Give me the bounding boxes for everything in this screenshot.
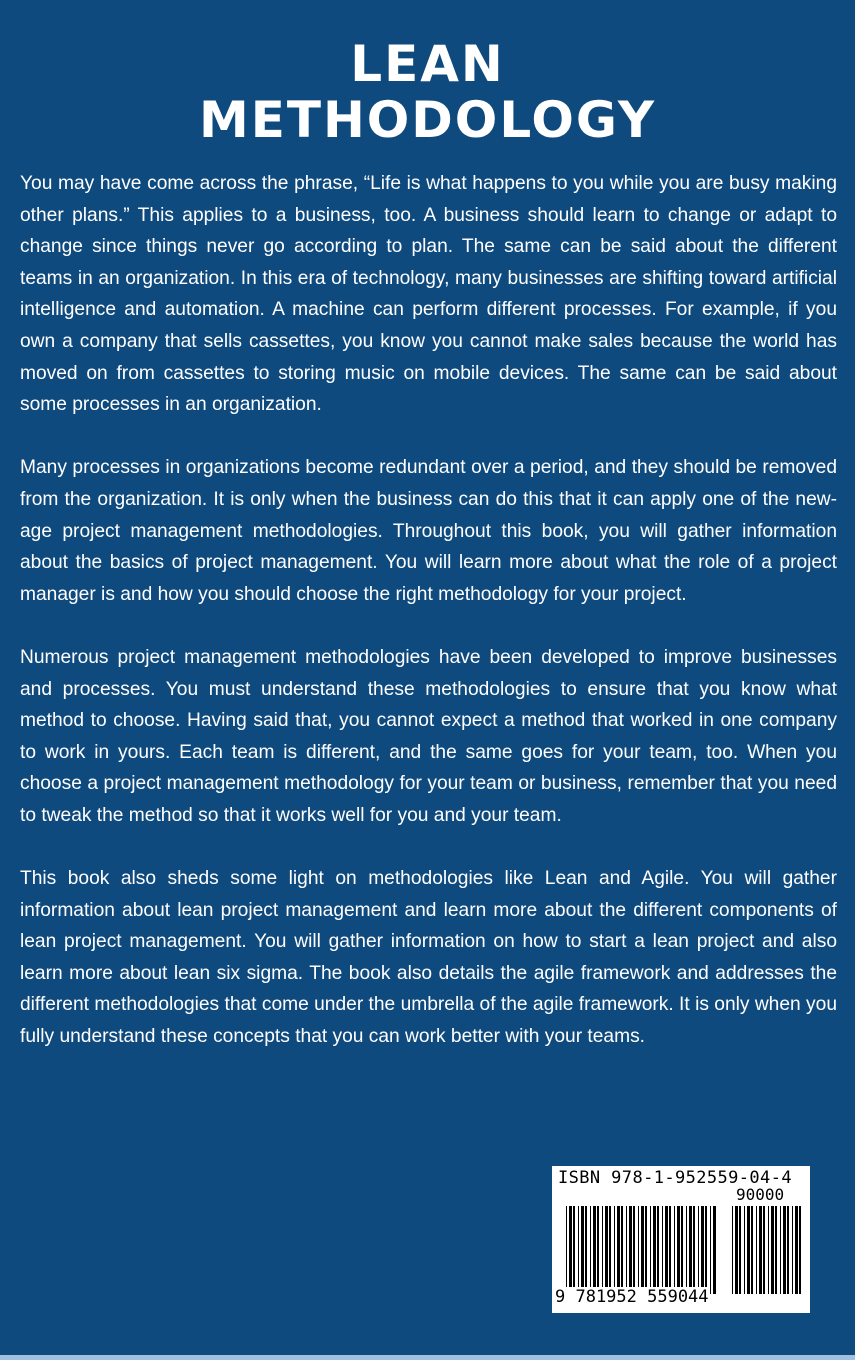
ean-bar bbox=[633, 1206, 635, 1294]
ean-bar bbox=[705, 1206, 707, 1294]
ean-bar bbox=[662, 1206, 663, 1294]
ean-bar bbox=[626, 1206, 627, 1294]
ean-bar bbox=[701, 1206, 704, 1294]
ean-bar bbox=[710, 1206, 711, 1294]
ean-bar bbox=[578, 1206, 579, 1294]
ean-bar bbox=[638, 1206, 639, 1294]
ean-bar bbox=[597, 1206, 599, 1294]
addon-bar bbox=[795, 1206, 798, 1294]
addon-bar bbox=[799, 1206, 801, 1294]
blurb-paragraph-4: This book also sheds some light on methodologies like Lean and Agile. You will gather information about lean project management and learn more about the different components of lean project management. You will gather information on how to start a lean project and also learn more about lean six sigma. The book also details the agile framework and addresses the different methodologies that come under the umbrella of the agile framework. It is only when you fully understand these concepts that you can work better with your teams. bbox=[20, 868, 837, 1048]
ean-bar bbox=[617, 1206, 620, 1294]
ean-bar bbox=[698, 1206, 699, 1294]
addon-bar bbox=[783, 1206, 786, 1294]
book-title bbox=[0, 36, 855, 148]
ean-bar bbox=[573, 1206, 575, 1294]
addon-bar bbox=[751, 1206, 753, 1294]
blurb-paragraph-2: Many processes in organizations become redundant over a period, and they should be removed from the organization. It is only when the business can do this that it can apply one of the new-age project management methodologies. Throughout this book, you will gather information about the basics of project management. You will learn more about what the role of a project manager is and how you should choose the right methodology for your project. bbox=[20, 457, 837, 605]
ean-bar bbox=[593, 1206, 596, 1294]
ean-bar bbox=[614, 1206, 615, 1294]
isbn-number: ISBN 978-1-952559-04-4 bbox=[558, 1168, 792, 1188]
ean-bar bbox=[693, 1206, 695, 1294]
bottom-edge-strip bbox=[0, 1355, 855, 1360]
addon-bar bbox=[747, 1206, 750, 1294]
ean-bar bbox=[686, 1206, 687, 1294]
addon-bar bbox=[771, 1206, 774, 1294]
addon-bar bbox=[775, 1206, 777, 1294]
addon-bar bbox=[744, 1206, 745, 1294]
addon-bar bbox=[739, 1206, 741, 1294]
ean-digits: 9 781952 559044 bbox=[555, 1287, 709, 1307]
price-code: 90000 bbox=[736, 1185, 785, 1204]
ean-bar bbox=[665, 1206, 668, 1294]
blurb-paragraph-3: Numerous project management methodologies have been developed to improve businesses and processes. You must understand these methodologies to ensure that you know what method to choose. Having said that, you cannot expect a method that worked in one company to work in yours. Each team is different, and the same goes for your team, too. When you choose a project management methodology for your team or business, remember that you need to tweak the method so that it works well for you and your team. bbox=[20, 646, 837, 826]
addon-bar bbox=[792, 1206, 793, 1294]
ean-bar bbox=[609, 1206, 611, 1294]
addon-bar bbox=[756, 1206, 757, 1294]
ean-bar bbox=[605, 1206, 608, 1294]
title-line-2: METHODOLOGY bbox=[198, 91, 657, 149]
ean-bar bbox=[657, 1206, 659, 1294]
ean-bar bbox=[674, 1206, 675, 1294]
ean-bar bbox=[650, 1206, 651, 1294]
ean-bar bbox=[590, 1206, 591, 1294]
ean-bar bbox=[681, 1206, 683, 1294]
ean-bar bbox=[569, 1206, 572, 1294]
ean-bar bbox=[581, 1206, 584, 1294]
ean-bar bbox=[602, 1206, 603, 1294]
addon-bar bbox=[732, 1206, 733, 1294]
addon-bar bbox=[780, 1206, 781, 1294]
ean-bar bbox=[713, 1206, 716, 1294]
ean-bar bbox=[629, 1206, 632, 1294]
ean-bar bbox=[641, 1206, 644, 1294]
blurb-paragraph-1: You may have come across the phrase, “Life is what happens to you while you are busy making other plans.” This applies to a business, too. A business should learn to change or adapt to change since things never go according to plan. The same can be said about the different teams in an organization. In this era of technology, many businesses are shifting toward artificial intelligence and automation. A machine can perform different processes. For example, if you own a company that sells cassettes, you know you cannot make sales because the world has moved on from cassettes to storing music on mobile devices. The same can be said about some processes in an organization. bbox=[20, 173, 837, 416]
isbn-barcode bbox=[552, 1166, 810, 1313]
ean-bar bbox=[621, 1206, 623, 1294]
ean-bar bbox=[645, 1206, 647, 1294]
blurb-text bbox=[20, 168, 837, 1084]
addon-bar bbox=[763, 1206, 765, 1294]
ean-bar bbox=[669, 1206, 671, 1294]
ean-bar bbox=[677, 1206, 680, 1294]
addon-bar bbox=[735, 1206, 738, 1294]
ean-bar bbox=[689, 1206, 692, 1294]
addon-bar bbox=[787, 1206, 789, 1294]
title-line-1: LEAN bbox=[350, 35, 505, 93]
ean-bar bbox=[566, 1206, 567, 1294]
addon-bar bbox=[759, 1206, 762, 1294]
ean-bar bbox=[653, 1206, 656, 1294]
ean-bar bbox=[585, 1206, 587, 1294]
addon-bar bbox=[768, 1206, 769, 1294]
